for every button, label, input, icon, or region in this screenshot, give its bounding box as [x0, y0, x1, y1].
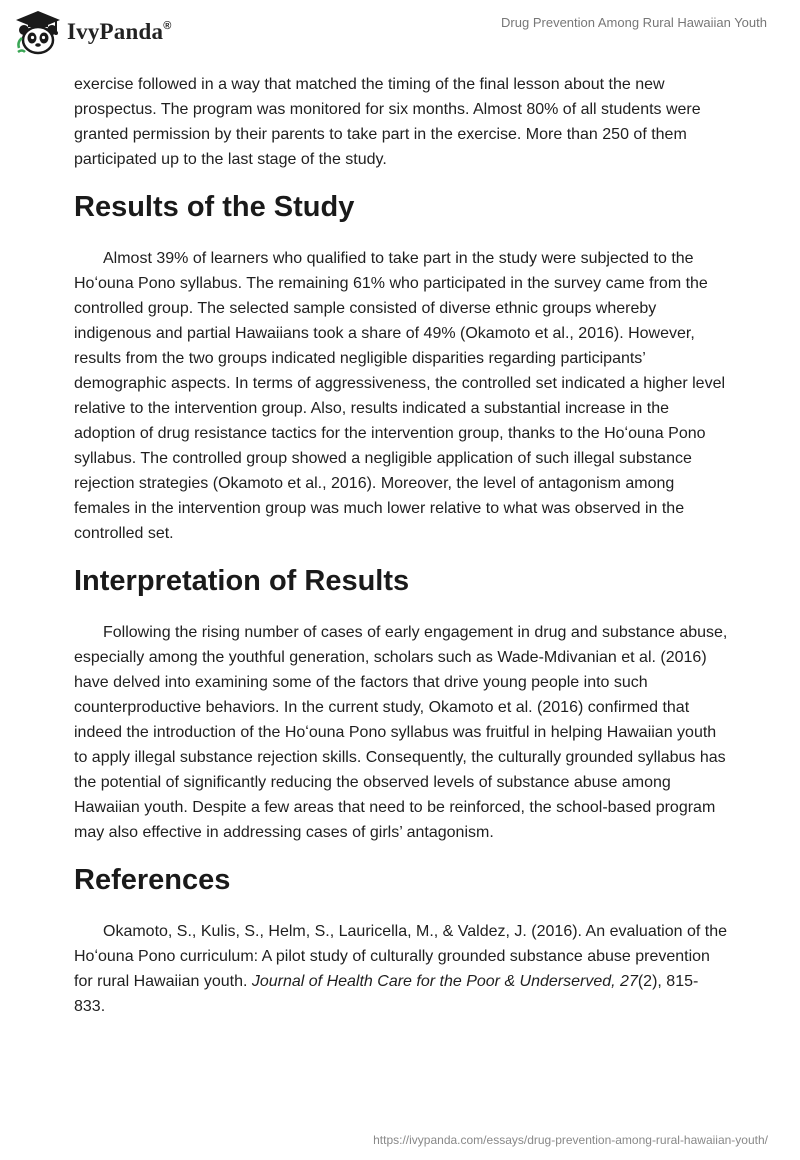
reference-journal: Journal of Health Care for the Poor & Underserved, 27: [251, 973, 638, 990]
reference-issue-pages: (2), 815-833.: [74, 973, 699, 1015]
section-heading-references: References: [74, 864, 231, 896]
reference-citation: Okamoto, S., Kulis, S., Helm, S., Lauricella, M., & Valdez, J. (2016). An evaluation of the Hoʻouna Pono curriculum: A pilot study of culturally grounded substance abuse prevention for rural Hawaiian youth.: [74, 923, 727, 990]
interpretation-paragraph: Following the rising number of cases of early engagement in drug and substance abuse, especially among the youthful generation, scholars such as Wade-Mdivanian et al. (2016) have delved into examining some of the factors that drive young people into such counterproductive behaviors. In the current study, Okamoto et al. (2016) confirmed that indeed the introduction of the Hoʻouna Pono syllabus was fruitful in helping Hawaiian youth to apply illegal substance rejection skills. Consequently, the culturally grounded syllabus has the potential of significantly reducing the observed levels of substance abuse among Hawaiian youth. Despite a few areas that need to be reinforced, the school-based program may also effective in addressing cases of girls’ antagonism.: [74, 624, 728, 841]
section-heading-interpretation: Interpretation of Results: [74, 565, 410, 597]
panda-graduate-icon: [14, 8, 62, 56]
registered-mark: ®: [163, 20, 172, 32]
reference-entry: [74, 919, 728, 1019]
document-title: Drug Prevention Among Rural Hawaiian Youth: [501, 15, 767, 30]
ivypanda-logo[interactable]: [14, 8, 172, 56]
source-url[interactable]: https://ivypanda.com/essays/drug-prevention-among-rural-hawaiian-youth/: [373, 1133, 768, 1147]
section-heading-results: Results of the Study: [74, 191, 355, 223]
brand-name: IvyPanda®: [67, 19, 172, 44]
essay-body: [74, 72, 728, 1019]
results-paragraph: Almost 39% of learners who qualified to take part in the study were subjected to the Hoʻouna Pono syllabus. The remaining 61% who participated in the survey came from the controlled group. The selected sample consisted of diverse ethnic groups whereby indigenous and partial Hawaiians took a share of 49% (Okamoto et al., 2016). However, results from the two groups indicated negligible disparities regarding participants’ demographic aspects. In terms of aggressiveness, the controlled set indicated a higher level relative to the intervention group. Also, results indicated a substantial increase in the adoption of drug resistance tactics for the intervention group, thanks to the Hoʻouna Pono syllabus. The controlled group showed a negligible application of such illegal substance rejection strategies (Okamoto et al., 2016). Moreover, the level of antagonism among females in the intervention group was much lower relative to what was observed in the controlled set.: [74, 250, 726, 542]
page-header: [0, 0, 800, 70]
intro-paragraph: exercise followed in a way that matched the timing of the final lesson about the new prospectus. The program was monitored for six months. Almost 80% of all students were granted permission by their parents to take part in the exercise. More than 250 of them participated up to the last stage of the study.: [74, 76, 701, 168]
